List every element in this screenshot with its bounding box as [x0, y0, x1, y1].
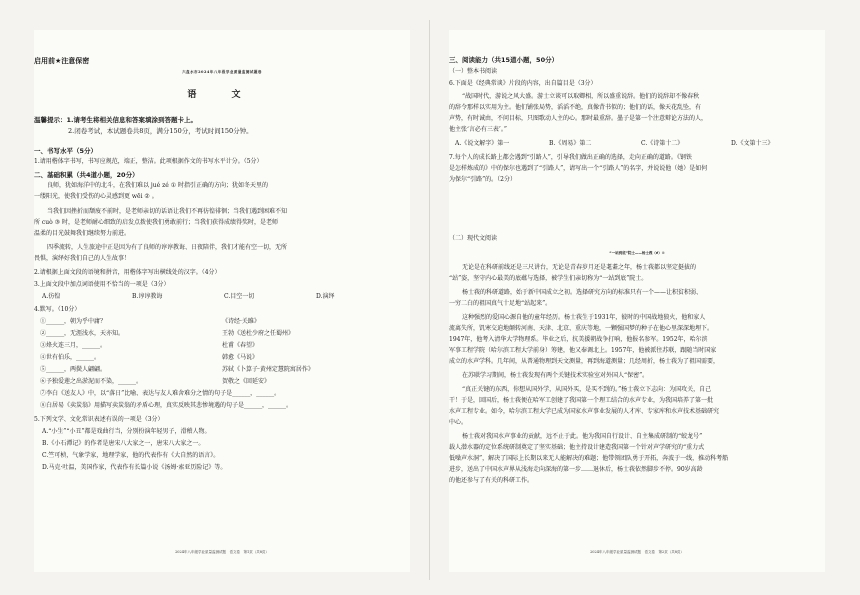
dictation-source: 苏轼《卜算子·黄州定慧院寓居作》 — [222, 366, 314, 373]
dictation-item: ①______，朝为乎中庸？ — [40, 318, 107, 325]
quote-line: 的辞令那样以实用为主。他们铺张局势，滔滔不绝，真像背书似的；他们的话，像天花乱坠，有 — [449, 104, 702, 111]
quote-line: “战国时代，游说之风大盛。游士立谈可以取卿相，所以盛重说辞。他们的说辞却不像春秋 — [462, 93, 700, 100]
passage-line: 良师，犹如海洋中的北斗，在我们难以 jué zé ① 时指引正确的方向；犹如冬天里的 — [47, 182, 268, 189]
article-line: 一穷二白的祖国真气十足地“站起来”。 — [449, 300, 552, 307]
subsection-1-heading: （一）整本书阅读 — [449, 68, 498, 75]
q3-option-b: B.谆谆教诲 — [132, 293, 163, 300]
page-footer: 2024年八年级学业质量监测试题 语文卷 第2页（共8页） — [590, 550, 684, 554]
dictation-source: 《诗经·关雎》 — [222, 318, 260, 325]
article-line: “真正关键的东西，你想从国外学，从国外买，是买不到的。”杨士莪立下志向：为国攻关，自己 — [462, 386, 712, 393]
question-3: 3.上面文段中加点词语使用不恰当的一项是（3分） — [34, 281, 170, 288]
question-1: 1.请用楷体字书写，书写应规范，端正，整洁。此项根据作文的书写水平计分。（5分） — [34, 158, 263, 165]
q6-option-a: A.《说文解字》第一 — [455, 140, 510, 147]
article-line: 载人潜水器的定位系统研制奠定了坚实基础；他主持设计建造我国第一个针对声学研究的“重力式 — [449, 444, 705, 451]
passage-line: 一缕阳光，使我们受伤的心灵感到更 wēi ② 。 — [34, 193, 158, 200]
article-line: 中心。 — [449, 419, 468, 426]
dictation-source: 韩愈《马说》 — [222, 354, 259, 361]
dictation-item: ③烽火连三月，______。 — [40, 342, 107, 349]
passage-line: 畏惧，演绎好我们自己的人生故事！ — [34, 255, 131, 262]
tip-line-2: 2.闭卷考试，本试题卷共8页，满分150分，考试时间150分钟。 — [68, 127, 253, 135]
quote-line: 声势，有时诚由，不问目标，只图歌动人主的心。那时最重辞。墨子是第一个注意辩论方法的人， — [449, 115, 708, 122]
q5-option-d: D.马克·吐温，美国作家，代表作有长篇小说《汤姆·索亚历险记》等。 — [42, 464, 227, 471]
article-line: 成立的水声学科。几年间，从普通物理到天文测量，再到海道测量；几经周折，杨士莪为了祖国需要， — [449, 358, 720, 365]
article-line: 军事工程学院（哈尔滨工程大学前身）筹建，他又奉调北上。1957年，他被派往苏联，跟随当时国家 — [449, 347, 717, 354]
article-line: 杨士莪对我国水声事业的贡献，远不止于此。他为我国自行设计、自主集成研制的“蛟龙号” — [462, 433, 703, 440]
subsection-2-heading: （二）现代文阅读 — [449, 235, 498, 242]
passage-line: 温柔的目光鼓舞我们继续努力前进。 — [34, 230, 131, 237]
question-5: 5.下列文学、文化常识表述有误的一项是（3分） — [34, 416, 164, 423]
article-line: “站”姿，坚守内心最美的底蕴与选择，被学生们亲切称为“一站到底”院士。 — [449, 275, 648, 282]
section-3-heading: 三、阅读能力（共15道小题，50分） — [449, 56, 559, 64]
section-1-heading: 一、书写水平（5分） — [34, 147, 98, 155]
page-footer: 2024年八年级学业质量监测试题 语文卷 第1页（共8页） — [175, 550, 269, 554]
question-4: 4.默写。（10分） — [34, 306, 81, 313]
dictation-item: ⑥予独爱莲之出淤泥而不染，______。 — [40, 378, 143, 385]
passage-line: 当我们因挫折而颓废不前时，是老师亲切的话语让我们不再彷徨徘徊；当我们遇到困难不知 — [47, 208, 288, 215]
article-line: 流离失所，饥寒交迫地颠转河南、天津、北京、重庆等地，一颗强国梦的种子在他心里深深地埋下。 — [449, 325, 714, 332]
q5-option-b: B.《小石潭记》的作者是唐宋八大家之一，唐宋八大家之一。 — [42, 440, 205, 447]
article-line: 1947年，他考入清华大学物理系。毕业之后，抗美援朝战争打响，他报名参军。1952年，哈尔滨 — [449, 336, 708, 343]
page-fold — [429, 20, 430, 580]
article-title: “一站到底”院士——杨士莪（é）① — [609, 251, 665, 255]
confidential-notice: 启用前★注意保密 — [34, 57, 90, 65]
tip-line-1: 温馨提示：1.请考生将相关信息和答案填涂到答题卡上。 — [34, 116, 197, 124]
section-2-heading: 二、基础积累（共4道小题，20分） — [34, 171, 139, 179]
exam-page-2 — [449, 30, 825, 572]
dictation-item: ⑤______，两鬓人翩翩。 — [40, 366, 107, 373]
q5-option-a: A.“小生”“小丑”都是戏曲行当，分别扮演年轻男子，滑稽人物。 — [42, 428, 211, 435]
q6-option-c: C.《诗第十二》 — [641, 140, 684, 147]
dictation-source: 贺敬之《回延安》 — [222, 378, 271, 385]
article-line: 杨士莪的科研道路，始于新中国成立之初。选择研究方向的标准只有一个——让积贫积弱、 — [462, 289, 703, 296]
dictation-item-8: ⑧白居易《卖炭翁》用描写卖炭翁的矛盾心理，真实反映其悲惨境遇的句子是______，______。 — [40, 402, 293, 409]
q3-option-d: D.演绎 — [316, 293, 335, 300]
article-line: 水声工程专业。如今，哈尔滨工程大学已成为国家水声事业发展的人才库、专家库和水声技术基础研究 — [449, 408, 720, 415]
article-line: 低噪声水洞”，解决了国际上长期以来无人能解决的难题；他带领团队勇于开拓，奔波于一线，推动科考船 — [449, 455, 729, 462]
question-6: 6.下面是《经典常谈》片段的内容，出自篇目是（3分） — [449, 80, 597, 87]
passage-line: 四季流转，人生旅途中正是因为有了良师的谆谆教诲、日夜陪伴，我们才能有空一切，无所 — [47, 244, 288, 251]
exam-page-1 — [34, 30, 410, 572]
question-2: 2.请根据上面文段的语境和拼音，用楷体字写出横线处的汉字。（4分） — [34, 269, 221, 276]
passage-line: 所 cuò ③ 时，是老师耐心细致的启发点拨使我们勇敢前行；当我们获得成绩得奖时，是老师 — [34, 219, 278, 226]
article-line: 这种强烈的爱国心源自他的童年经历。杨士莪生于1931年，彼时的中国战地狼火，他和家人 — [462, 314, 706, 321]
q3-option-c: C.目空一切 — [224, 293, 255, 300]
dictation-source: 王勃《送杜少府之任蜀州》 — [222, 330, 295, 337]
question-7: 为保尔“引路”的。（2分） — [449, 176, 516, 183]
q6-option-d: D.《文第十三》 — [731, 140, 774, 147]
quote-line: 他主张‘言必有三表’。” — [449, 126, 507, 133]
article-line: 干！于是，回国后，杨士莪便在哈军工创建了我国第一个理工结合的水声专业，为我国培养了第一批 — [449, 397, 714, 404]
q3-option-a: A.彷徨 — [42, 293, 61, 300]
dictation-source: 杜甫《春望》 — [222, 342, 259, 349]
dictation-item: ④世有伯乐，______。 — [40, 354, 101, 361]
q5-option-c: C.竺可桢，气象学家，地理学家，他的代表作有《大自然的语言》。 — [42, 452, 220, 459]
exam-title: 六盘水市2024年八年级学业质量监测试题卷 — [182, 70, 262, 74]
question-7: 是怎样炼成的》中的保尔也遇到了“引路人”，请写出一个“引路人”的名字，并说说他（她）是如何 — [449, 165, 708, 172]
article-line: 在苏联学习期间，杨士莪发现有两个关键技术实验室对外国人“保密”。 — [462, 372, 649, 379]
article-line: 的他还参与了有关的科研工作。 — [449, 477, 534, 484]
article-line: 无论是在科研前线还是三尺讲台，无论是青春岁月还是耄耋之年，杨士莪都以坚定挺拔的 — [462, 264, 697, 271]
dictation-item: ②______，无涯浅水，天亦知。 — [40, 330, 125, 337]
article-line: 进步，送出了中国水声界从浅海走向深海的第一步……退休后，杨士莪依然脚步不停。90岁高龄 — [449, 466, 703, 473]
subject-title: 语 文 — [187, 90, 257, 100]
dictation-item-7: ⑦李白《送友人》中，以“落日”比喻、表达与友人难舍难分之情的句子是______，______。 — [40, 390, 281, 397]
q6-option-b: B.《周易》第二 — [549, 140, 592, 147]
question-7: 7.每个人的成长路上都会遇到“引路人”，引导我们做出正确的选择，走向正确的道路。《钢铁 — [449, 154, 692, 161]
